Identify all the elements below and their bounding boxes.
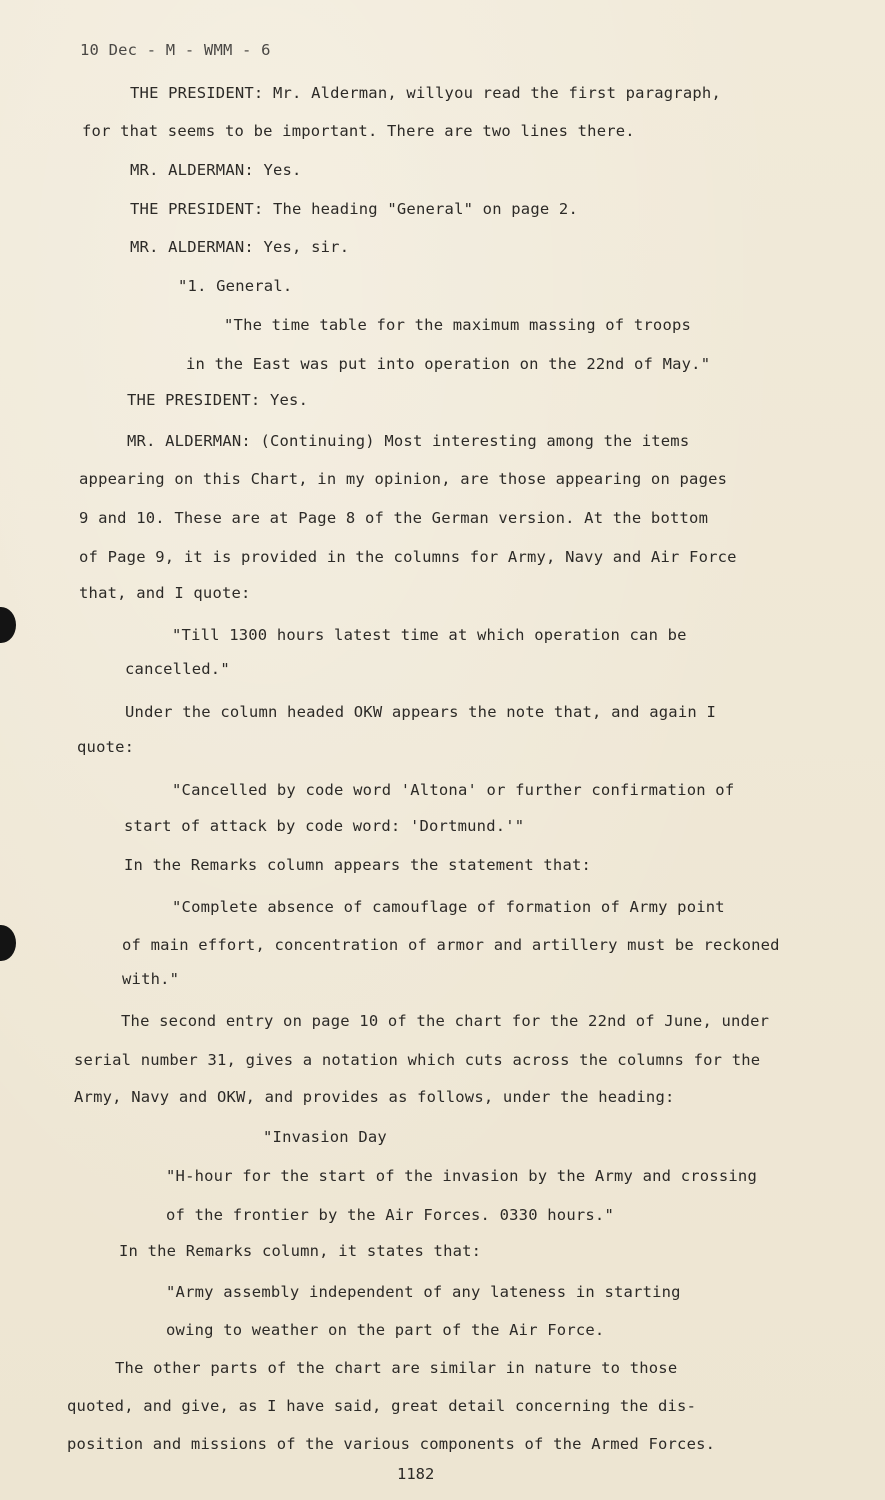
text-line: position and missions of the various components of the Armed Forces. — [67, 1435, 716, 1453]
text-line: appearing on this Chart, in my opinion, are those appearing on pages — [79, 470, 728, 488]
text-line: "The time table for the maximum massing of troops — [224, 316, 692, 334]
text-line: THE PRESIDENT: The heading "General" on page 2. — [130, 200, 578, 218]
text-line: MR. ALDERMAN: Yes, sir. — [130, 238, 350, 256]
text-line: cancelled." — [125, 660, 230, 678]
text-line: with." — [122, 970, 180, 988]
text-line: Under the column headed OKW appears the note that, and again I — [125, 703, 716, 721]
punch-hole — [0, 607, 16, 643]
text-line: The other parts of the chart are similar in nature to those — [115, 1359, 678, 1377]
text-line: "1. General. — [178, 277, 293, 295]
text-line: quote: — [77, 738, 135, 756]
text-line: of Page 9, it is provided in the columns for Army, Navy and Air Force — [79, 548, 737, 566]
text-line: "Army assembly independent of any lateness in starting — [166, 1283, 681, 1301]
page-number: 1182 — [397, 1465, 435, 1483]
text-line: 9 and 10. These are at Page 8 of the German version. At the bottom — [79, 509, 709, 527]
text-line: quoted, and give, as I have said, great detail concerning the dis- — [67, 1397, 697, 1415]
text-line: start of attack by code word: 'Dortmund.'" — [124, 817, 525, 835]
text-line: "H-hour for the start of the invasion by the Army and crossing — [166, 1167, 757, 1185]
text-line: In the Remarks column, it states that: — [119, 1242, 482, 1260]
punch-hole — [0, 925, 16, 961]
text-line: MR. ALDERMAN: (Continuing) Most interesting among the items — [127, 432, 690, 450]
text-line: MR. ALDERMAN: Yes. — [130, 161, 302, 179]
text-line: of main effort, concentration of armor and artillery must be reckoned — [122, 936, 780, 954]
text-line: THE PRESIDENT: Mr. Alderman, willyou read the first paragraph, — [130, 84, 721, 102]
text-line: in the East was put into operation on the 22nd of May." — [186, 355, 711, 373]
text-line: THE PRESIDENT: Yes. — [127, 391, 309, 409]
text-line: "Invasion Day — [263, 1128, 387, 1146]
text-line: owing to weather on the part of the Air Force. — [166, 1321, 605, 1339]
text-line: In the Remarks column appears the statement that: — [124, 856, 592, 874]
page-header: 10 Dec - M - WMM - 6 — [80, 41, 271, 59]
text-line: Army, Navy and OKW, and provides as follows, under the heading: — [74, 1088, 675, 1106]
text-line: The second entry on page 10 of the chart for the 22nd of June, under — [121, 1012, 770, 1030]
text-line: that, and I quote: — [79, 584, 251, 602]
text-line: of the frontier by the Air Forces. 0330 hours." — [166, 1206, 614, 1224]
text-line: "Cancelled by code word 'Altona' or further confirmation of — [172, 781, 735, 799]
text-line: serial number 31, gives a notation which cuts across the columns for the — [74, 1051, 761, 1069]
text-line: for that seems to be important. There are two lines there. — [82, 122, 635, 140]
text-line: "Complete absence of camouflage of formation of Army point — [172, 898, 725, 916]
text-line: "Till 1300 hours latest time at which operation can be — [172, 626, 687, 644]
